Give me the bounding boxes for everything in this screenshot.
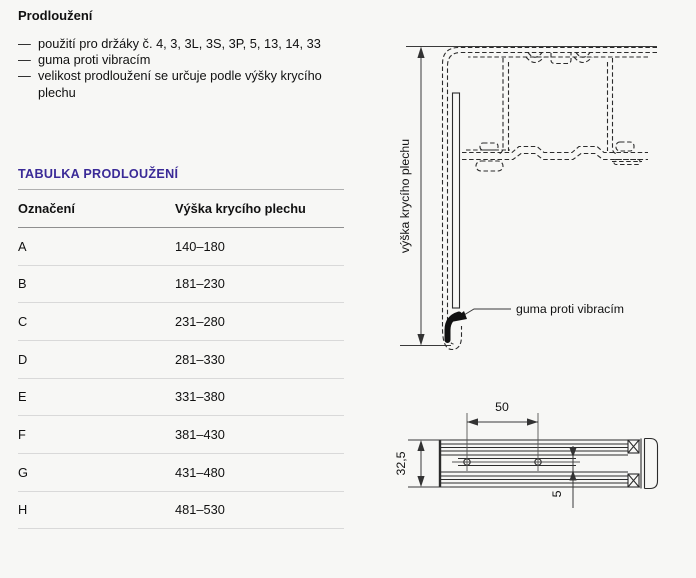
row-label: H: [18, 502, 28, 518]
row-range: 331–380: [175, 389, 225, 405]
height-dimension-label: výška krycího plechu: [398, 138, 412, 254]
page-title: Prodloužení: [18, 8, 93, 23]
row-label: A: [18, 238, 27, 254]
row-label: G: [18, 464, 28, 480]
bullet-text: velikost prodloužení se určuje podle výšky krycího plechu: [38, 68, 322, 100]
rubber-callout: [448, 302, 624, 340]
top-view-drawing: [394, 400, 658, 508]
row-range: 181–230: [175, 276, 225, 292]
column-header-designation: Označení: [18, 200, 75, 216]
bullet-text: guma proti vibracím: [38, 52, 151, 68]
rubber-callout-label: guma proti vibracím: [516, 302, 624, 316]
table-section-title: TABULKA PRODLOUŽENÍ: [18, 167, 344, 190]
dim-32-5-label: 32,5: [394, 451, 408, 476]
row-range: 381–430: [175, 427, 225, 443]
row-range: 231–280: [175, 314, 225, 330]
side-view-drawing: [398, 47, 657, 350]
row-label: B: [18, 276, 27, 292]
row-label: E: [18, 389, 27, 405]
column-header-height: Výška krycího plechu: [175, 200, 306, 216]
width-dimension: [467, 400, 538, 426]
row-range: 431–480: [175, 464, 225, 480]
holder-channel: [462, 58, 648, 171]
bullet-text: použití pro držáky č. 4, 3, 3L, 3S, 3P, 5, 13, 14, 33: [38, 36, 321, 51]
row-range: 140–180: [175, 238, 225, 254]
row-range: 281–330: [175, 351, 225, 367]
bullet-dash: —: [18, 68, 31, 84]
height-dimension: [398, 47, 657, 346]
extension-plate: [453, 93, 460, 308]
row-label: C: [18, 314, 28, 330]
bullet-dash: —: [18, 36, 31, 51]
plate-outline: [440, 439, 658, 489]
dim-50-label: 50: [495, 400, 509, 414]
row-label: F: [18, 427, 26, 443]
row-range: 481–530: [175, 502, 225, 518]
row-label: D: [18, 351, 28, 367]
dim-5-label: 5: [550, 490, 564, 498]
bullet-dash: —: [18, 52, 31, 68]
